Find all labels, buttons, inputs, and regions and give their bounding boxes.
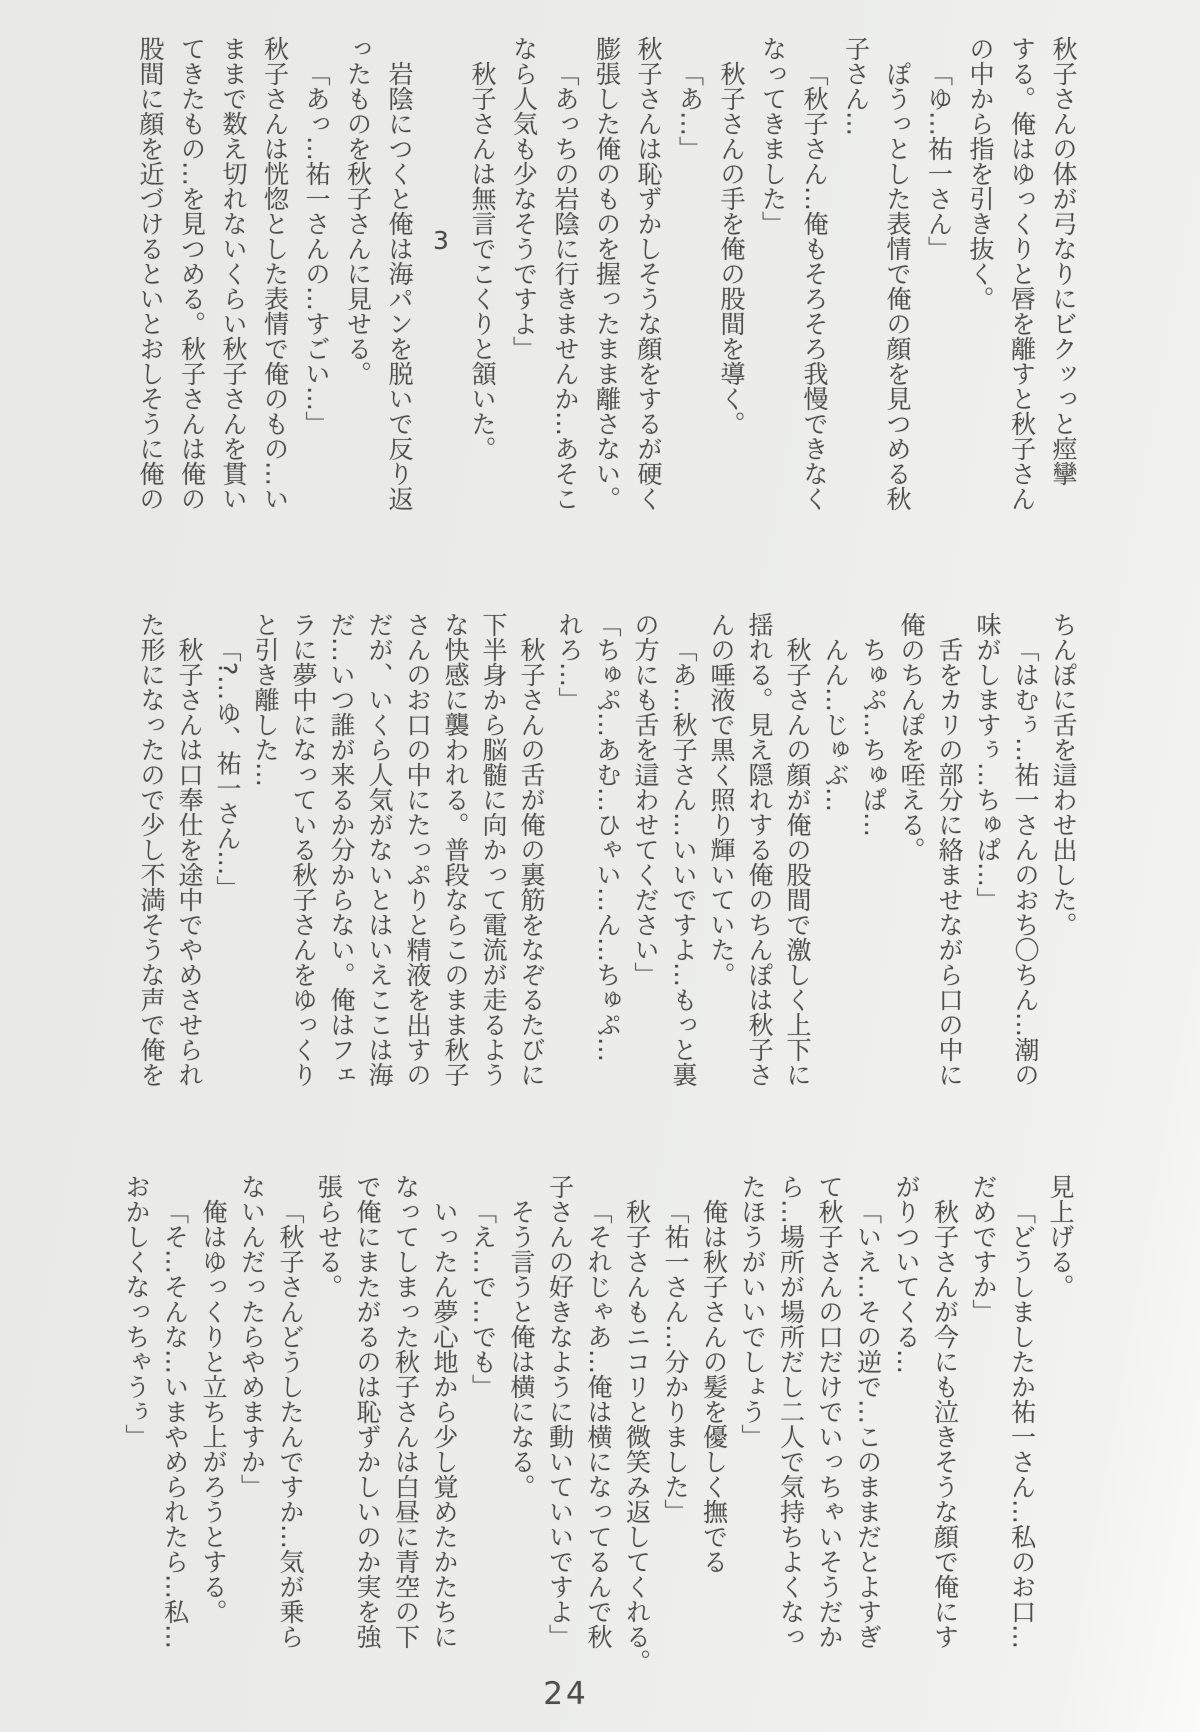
text-column: 秋子さんの顔が俺の股間で激しく上下に [783, 637, 812, 1087]
text-column: ちゅぷ…ちゅぱ… [859, 637, 888, 837]
text-column: た形になったので少し不満そうな声で俺を [137, 612, 166, 1087]
text-column: なってしまった秋子さんは白昼に青空の下 [391, 1174, 421, 1649]
text-column: だめですか」 [969, 1174, 998, 1324]
text-column: 「あ…秋子さん…いいですよ…もっと裏 [669, 637, 698, 1087]
text-block-middle [132, 612, 1082, 1094]
text-column: 秋子さんは恥ずかしそうな顔をするが硬く [634, 36, 663, 511]
text-column: 秋子さんは恍惚とした表情で俺のもの…い [260, 36, 290, 511]
text-column: 俺は秋子さんの髪を優しく撫でる [699, 1199, 729, 1574]
text-column: 俺はゆっくりと立ち上がろうとする。 [199, 1199, 228, 1624]
text-column: たほうがいいでしょう」 [738, 1174, 767, 1449]
text-column: なら人気も少なそうですよ」 [509, 36, 539, 361]
text-column: 味がしますぅ…ちゅぱ…」 [973, 612, 1002, 912]
text-block-bottom [117, 1174, 1080, 1674]
text-column: 張らせる。 [314, 1174, 344, 1299]
text-column: の中から指を引き抜く。 [966, 36, 995, 311]
text-column: 秋子さんが今にも泣きそうな顔で俺にす [930, 1199, 960, 1649]
text-column: だ…いつ誰が来るか分からない。俺はフェ [327, 612, 356, 1087]
text-column: 揺れる。見え隠れする俺のちんぽは秋子さ [745, 612, 774, 1087]
text-column: ラに夢中になっている秋子さんをゆっくり [289, 612, 318, 1087]
text-column: 俺のちんぽを咥える。 [897, 612, 926, 862]
text-column: 膨張した俺のものを握ったまま離さない。 [592, 36, 622, 511]
text-column: いったん夢心地から少し覚めたかたちに [430, 1199, 459, 1649]
text-column: 秋子さんの手を俺の股間を導く。 [717, 61, 746, 436]
text-column: がりついてくる… [892, 1174, 921, 1374]
text-column: 下半身から脳髄に向かって電流が走るよう [479, 612, 508, 1087]
text-column: 「ちゅぷ…あむ…ひゃい…ん…ちゅぷ… [593, 612, 622, 1062]
text-column: 見上げる。 [1046, 1174, 1075, 1299]
text-column: で俺にまたがるのは恥ずかしいのか実を強 [353, 1174, 382, 1649]
text-column: と引き離した… [251, 612, 280, 787]
text-column: 「はむぅ…祐一さんのおち〇ちん…潮の [1011, 637, 1040, 1087]
text-column: さんのお口の中にたっぷりと精液を出すの [403, 612, 432, 1087]
text-column: 「え…で…でも」 [468, 1199, 498, 1399]
text-column: 秋子さんの舌が俺の裏筋をなぞるたびに [517, 637, 546, 1087]
text-column: ら…場所が場所だし二人で気持ちよくなっ [776, 1174, 806, 1649]
text-column: なってきました」 [758, 36, 788, 236]
text-column: 「そ…そんな…いまやめられたら…私… [160, 1199, 190, 1649]
text-column: する。俺はゆっくりと唇を離すと秋子さん [1007, 36, 1037, 511]
text-column: 「どうしましたか祐一さん…私のお口… [1007, 1199, 1037, 1649]
text-column: 「それじゃあ…俺は横になってるんで秋 [584, 1199, 613, 1649]
text-block-top [130, 36, 1085, 512]
text-column: 「ゆ…祐一さん」 [924, 61, 954, 261]
section-number: 3 [426, 226, 456, 255]
text-column: 「あっちの岩陰に行きませんか…あそこ [551, 61, 580, 511]
text-column: て秋子さんの口だけでいっちゃいそうだか [815, 1174, 844, 1649]
text-column: 子さんの好きなように動いていいですよ」 [545, 1174, 575, 1649]
text-column: 「秋子さんどうしたんですか…気が乗ら [276, 1199, 305, 1649]
text-column: 秋子さんの体が弓なりにビクッっと痙攣 [1049, 36, 1078, 486]
text-column: 「あ…」 [675, 61, 705, 161]
text-column: の方にも舌を這わせてください」 [631, 612, 660, 987]
text-column: 股間に顔を近づけるといとおしそうに俺の [136, 36, 165, 511]
text-column: 子さん… [841, 36, 871, 136]
text-column: 「祐一さん…分かりました」 [661, 1199, 690, 1524]
text-column: ったものを秋子さんに見せる。 [343, 36, 373, 386]
text-column: ままで数え切れないくらい秋子さんを貫い [219, 36, 248, 511]
text-column: 「いえ…その逆で…このままだとよすぎ [853, 1199, 883, 1649]
text-column: 秋子さんは口奉仕を途中でやめさせられ [175, 637, 204, 1087]
text-column: 「あっ…祐一さんの…すごい…」 [302, 61, 331, 436]
text-column: 岩陰につくと俺は海パンを脱いで反り返 [385, 61, 414, 511]
text-column: んん…じゅぶ… [821, 637, 850, 812]
text-column: んの唾液で黒く照り輝いていた。 [707, 612, 736, 987]
text-column: 「?…ゆ、祐一さん…」 [213, 637, 242, 901]
text-column: 舌をカリの部分に絡ませながら口の中に [935, 637, 964, 1087]
text-column: 「秋子さん…俺もそろそろ我慢できなく [800, 61, 829, 511]
text-column: そう言うと俺は横になる。 [507, 1199, 536, 1499]
text-column: 秋子さんは無言でこくりと頷いた。 [468, 61, 497, 461]
text-column: ないんだったらやめますか」 [237, 1174, 267, 1499]
text-column: ちんぽに舌を這わせ出した。 [1049, 612, 1078, 937]
text-column: な快感に襲われる。普段ならこのまま秋子 [441, 612, 470, 1087]
text-column: てきたもの…を見つめる。秋子さんは俺の [177, 36, 207, 511]
text-column: だが、いくら人気がないとはいえここは海 [365, 612, 394, 1087]
page-number: 24 [543, 1676, 589, 1712]
text-column: れろ…」 [555, 612, 584, 712]
text-column: 秋子さんもニコリと微笑み返してくれる。 [622, 1199, 652, 1674]
text-column: ぽうっとした表情で俺の顔を見つめる秋 [883, 61, 912, 511]
text-column: おかしくなっちゃうぅ」 [122, 1174, 151, 1449]
